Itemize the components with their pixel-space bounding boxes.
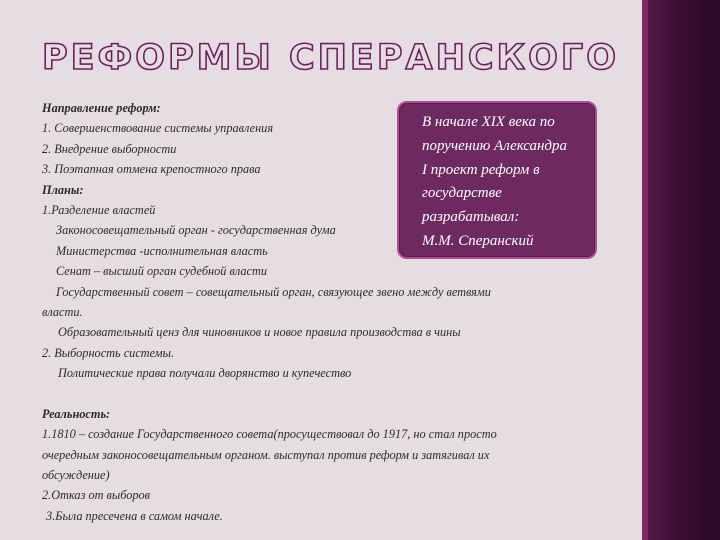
section-heading: Планы: [42, 182, 84, 197]
text-line [42, 384, 582, 404]
text-line: Сенат – высший орган судебной власти [56, 264, 267, 279]
callout-line: поручению Александра [422, 137, 568, 154]
text-line: 3.Была пресечена в самом начале. [46, 508, 223, 523]
slide-title: РЕФОРМЫ СПЕРАНСКОГО [42, 38, 619, 78]
text-line: 2. Выборность системы. [42, 345, 175, 360]
text-line: 3. Поэтапная отмена крепостного права [42, 162, 261, 177]
text-line: Государственный совет – совещательный орган, связующее звено между ветвями [56, 284, 491, 299]
text-line: Политические права получали дворянство и купечество [58, 366, 352, 381]
callout-line: государстве [422, 185, 502, 202]
text-line: власти. [42, 305, 83, 320]
callout-line: разрабатывал: [422, 209, 520, 226]
text-line: 1. Совершенствование системы управления [42, 121, 274, 136]
text-line: 1.1810 – создание Государственного совета(просуществовал до 1917, но стал просто [42, 427, 497, 442]
text-line: Законосовещательный орган - государственная дума [56, 223, 336, 238]
callout-line: I проект реформ в [422, 161, 540, 178]
callout-line: В начале XIX века по [422, 114, 555, 130]
text-line: очередным законосовещательным органом. выступал против реформ и затягивал их [42, 447, 490, 462]
text-line: 2. Внедрение выборности [42, 141, 177, 156]
text-line: Министерства -исполнительная власть [56, 243, 268, 258]
section-heading: Направление реформ: [42, 101, 161, 115]
decorative-side-band [642, 0, 720, 540]
text-line: 1.Разделение властей [42, 203, 156, 218]
section-heading: Реальность: [42, 406, 111, 421]
callout-text [422, 111, 592, 254]
text-line: Образовательный ценз для чиновников и новое правила производства в чины [58, 325, 461, 340]
callout-line: М.М. Сперанский [422, 232, 534, 249]
text-line: 2.Отказ от выборов [42, 488, 151, 503]
text-line: обсуждение) [42, 467, 110, 482]
